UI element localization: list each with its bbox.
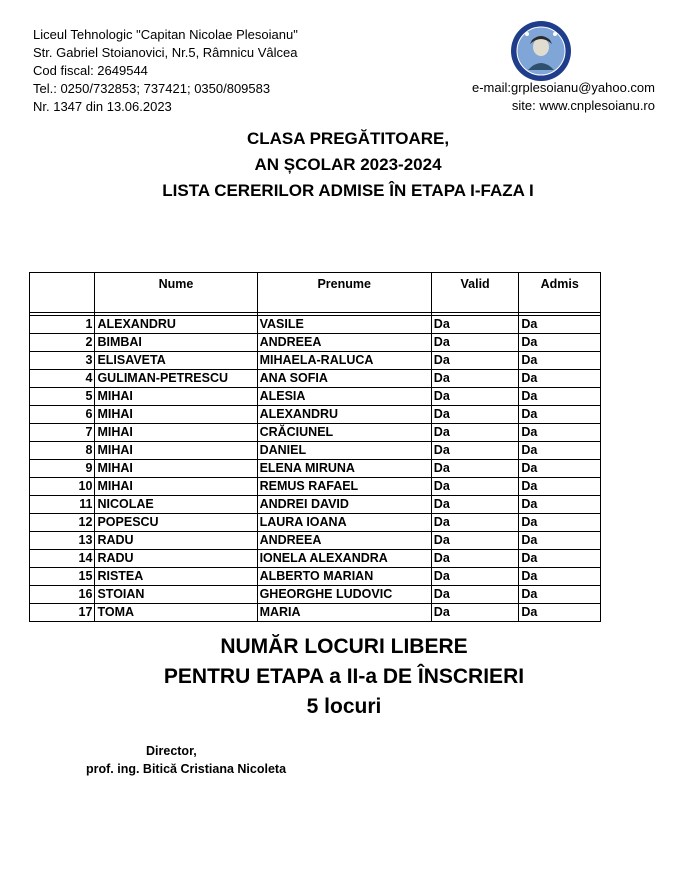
director-role: Director, [146, 744, 197, 758]
cell-nume: BIMBAI [95, 334, 257, 352]
registration-number: Nr. 1347 din 13.06.2023 [33, 99, 172, 114]
table-row [30, 370, 601, 388]
cell-nr: 8 [30, 442, 95, 460]
table-row [30, 568, 601, 586]
title-line-3: LISTA CERERILOR ADMISE ÎN ETAPA I-FAZA I [162, 181, 534, 200]
table-row [30, 496, 601, 514]
cell-nr: 2 [30, 334, 95, 352]
cell-valid: Da [431, 334, 519, 352]
cell-valid: Da [431, 496, 519, 514]
cell-nume: MIHAI [95, 388, 257, 406]
table-body [30, 313, 601, 622]
cell-nr: 3 [30, 352, 95, 370]
cell-valid: Da [431, 550, 519, 568]
cell-prenume: ANDREEA [257, 532, 431, 550]
cell-admis: Da [519, 352, 601, 370]
cell-nr: 13 [30, 532, 95, 550]
cell-nume: MIHAI [95, 406, 257, 424]
cell-valid: Da [431, 514, 519, 532]
school-header [33, 26, 298, 116]
cell-nume: POPESCU [95, 514, 257, 532]
cell-prenume: ALBERTO MARIAN [257, 568, 431, 586]
cell-prenume: IONELA ALEXANDRA [257, 550, 431, 568]
table-row [30, 316, 601, 334]
cell-admis: Da [519, 496, 601, 514]
cell-nr: 15 [30, 568, 95, 586]
free-places-count: 5 locuri [306, 695, 382, 718]
cell-nr: 16 [30, 586, 95, 604]
cell-admis: Da [519, 550, 601, 568]
title-line-2: AN ȘCOLAR 2023-2024 [254, 155, 442, 174]
cell-valid: Da [431, 424, 519, 442]
cell-nume: RISTEA [95, 568, 257, 586]
cell-admis: Da [519, 316, 601, 334]
cell-prenume: GHEORGHE LUDOVIC [257, 586, 431, 604]
cell-prenume: ANDREI DAVID [257, 496, 431, 514]
cell-nume: MIHAI [95, 442, 257, 460]
fiscal-code: Cod fiscal: 2649544 [33, 63, 148, 78]
phone-numbers: Tel.: 0250/732853; 737421; 0350/809583 [33, 81, 271, 96]
cell-valid: Da [431, 406, 519, 424]
cell-nr: 12 [30, 514, 95, 532]
cell-admis: Da [519, 478, 601, 496]
cell-admis: Da [519, 568, 601, 586]
cell-prenume: ELENA MIRUNA [257, 460, 431, 478]
table-row [30, 406, 601, 424]
cell-nr: 5 [30, 388, 95, 406]
cell-nume: MIHAI [95, 478, 257, 496]
cell-admis: Da [519, 586, 601, 604]
cell-nume: MIHAI [95, 460, 257, 478]
table-row [30, 478, 601, 496]
cell-nr: 7 [30, 424, 95, 442]
cell-valid: Da [431, 352, 519, 370]
contact-email: e-mail:grplesoianu@yahoo.com [471, 80, 655, 95]
cell-prenume: DANIEL [257, 442, 431, 460]
cell-valid: Da [431, 316, 519, 334]
cell-valid: Da [431, 442, 519, 460]
cell-admis: Da [519, 406, 601, 424]
cell-nr: 4 [30, 370, 95, 388]
contact-site: site: www.cnplesoianu.ro [511, 98, 655, 113]
cell-nume: GULIMAN-PETRESCU [95, 370, 257, 388]
header-nr [30, 273, 95, 313]
cell-prenume: ANA SOFIA [257, 370, 431, 388]
cell-valid: Da [431, 532, 519, 550]
cell-nume: ELISAVETA [95, 352, 257, 370]
cell-nume: RADU [95, 532, 257, 550]
cell-admis: Da [519, 442, 601, 460]
cell-nr: 6 [30, 406, 95, 424]
cell-prenume: ALEXANDRU [257, 406, 431, 424]
cell-nume: ALEXANDRU [95, 316, 257, 334]
header-valid: Valid [431, 273, 519, 313]
cell-nume: STOIAN [95, 586, 257, 604]
cell-prenume: MARIA [257, 604, 431, 622]
free-places-line-2: PENTRU ETAPA a II-a DE ÎNSCRIERI [163, 665, 525, 688]
cell-admis: Da [519, 604, 601, 622]
table-header-row [30, 273, 601, 313]
table-row [30, 460, 601, 478]
cell-nr: 11 [30, 496, 95, 514]
cell-admis: Da [519, 514, 601, 532]
title-line-1: CLASA PREGĂTITOARE, [246, 129, 450, 148]
header-admis: Admis [519, 273, 601, 313]
school-address: Str. Gabriel Stoianovici, Nr.5, Râmnicu Vâlcea [33, 45, 298, 60]
table-row [30, 586, 601, 604]
cell-valid: Da [431, 586, 519, 604]
table-row [30, 514, 601, 532]
cell-admis: Da [519, 334, 601, 352]
cell-prenume: ANDREEA [257, 334, 431, 352]
table-row [30, 352, 601, 370]
header-prenume: Prenume [257, 273, 431, 313]
table-row [30, 388, 601, 406]
free-places-line-1: NUMĂR LOCURI LIBERE [220, 635, 468, 658]
cell-prenume: VASILE [257, 316, 431, 334]
table-row [30, 442, 601, 460]
cell-nr: 10 [30, 478, 95, 496]
cell-admis: Da [519, 424, 601, 442]
cell-prenume: LAURA IOANA [257, 514, 431, 532]
admitted-list-table [29, 272, 601, 622]
cell-prenume: MIHAELA-RALUCA [257, 352, 431, 370]
school-name: Liceul Tehnologic "Capitan Nicolae Plesoianu" [33, 27, 298, 42]
cell-admis: Da [519, 460, 601, 478]
contact-header [472, 79, 655, 115]
cell-nume: RADU [95, 550, 257, 568]
cell-valid: Da [431, 460, 519, 478]
cell-valid: Da [431, 568, 519, 586]
cell-prenume: ALESIA [257, 388, 431, 406]
table-row [30, 424, 601, 442]
cell-valid: Da [431, 370, 519, 388]
cell-nr: 9 [30, 460, 95, 478]
cell-nr: 1 [30, 316, 95, 334]
cell-valid: Da [431, 604, 519, 622]
table-row [30, 550, 601, 568]
cell-nr: 17 [30, 604, 95, 622]
header-nume: Nume [95, 273, 257, 313]
table-row [30, 334, 601, 352]
cell-valid: Da [431, 388, 519, 406]
school-logo-icon [510, 20, 572, 82]
table-row [30, 532, 601, 550]
cell-valid: Da [431, 478, 519, 496]
cell-admis: Da [519, 388, 601, 406]
table-row [30, 604, 601, 622]
cell-admis: Da [519, 532, 601, 550]
cell-nr: 14 [30, 550, 95, 568]
cell-nume: MIHAI [95, 424, 257, 442]
cell-prenume: REMUS RAFAEL [257, 478, 431, 496]
free-places [0, 632, 686, 722]
cell-prenume: CRĂCIUNEL [257, 424, 431, 442]
cell-nume: TOMA [95, 604, 257, 622]
document-title [0, 126, 686, 204]
cell-nume: NICOLAE [95, 496, 257, 514]
director-name: prof. ing. Bitică Cristiana Nicoleta [86, 762, 287, 776]
cell-admis: Da [519, 370, 601, 388]
